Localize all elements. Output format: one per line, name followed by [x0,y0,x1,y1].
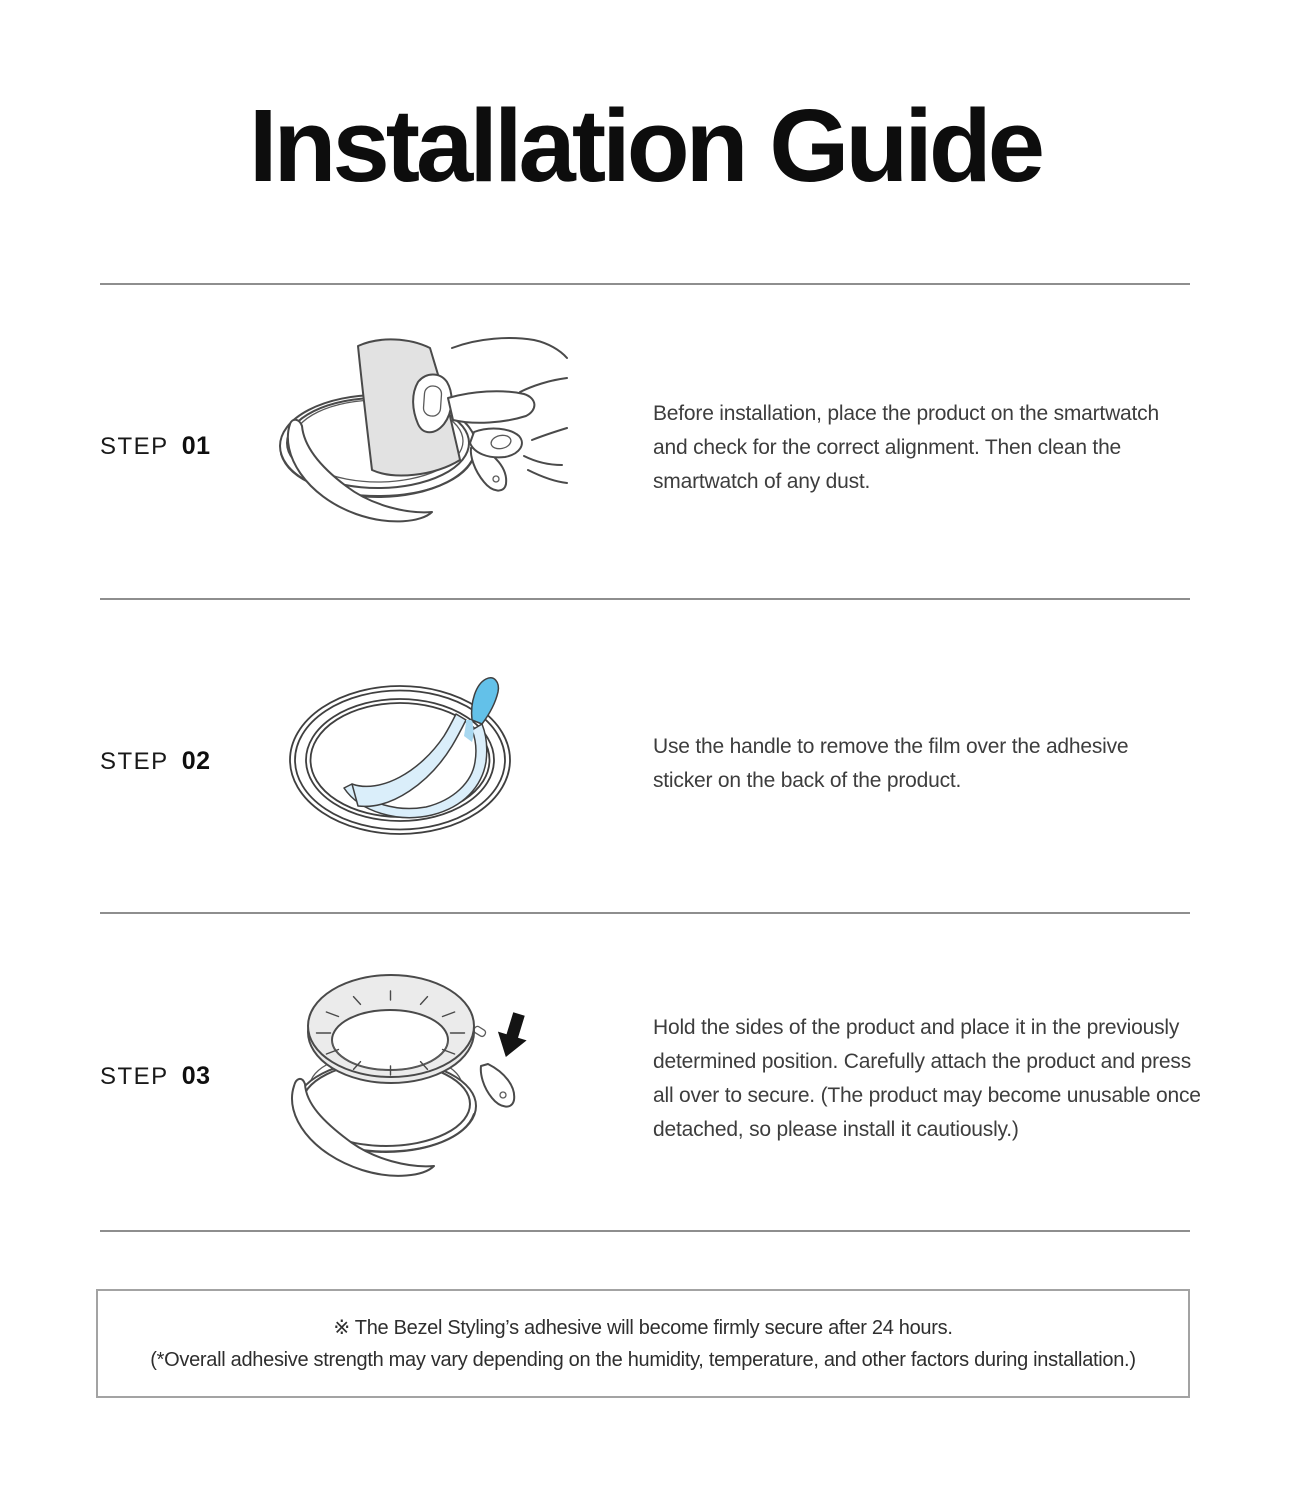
step-3-bezel-placement-illustration [276,968,540,1188]
step-2-word: STEP [100,748,169,775]
step-2-label [100,747,211,776]
divider [100,1230,1190,1232]
step-1-label [100,432,211,461]
step-2-description: Use the handle to remove the film over the adhesive sticker on the back of the product. [653,735,1129,792]
divider [100,598,1190,600]
step-1-number: 01 [181,432,211,460]
down-arrow-icon [491,1010,533,1062]
footer-note-box [96,1289,1190,1398]
page-title: Installation Guide [248,88,1042,203]
divider [100,283,1190,285]
step-1-word: STEP [100,433,169,460]
footer-note-line-1: ※ The Bezel Styling’s adhesive will become firmly secure after 24 hours. [333,1316,953,1339]
step-3-word: STEP [100,1063,169,1090]
step-3-description: Hold the sides of the product and place it in the previously determined position. Carefully attach the product and press all over to secure. (The product may become unusable once detached, so please install it cautiously.) [653,1016,1201,1141]
step-2-number: 02 [181,747,211,775]
footer-note-line-2: (*Overall adhesive strength may vary depending on the humidity, temperature, and other factors during installation.) [150,1348,1136,1371]
step-3-label [100,1062,211,1091]
step-1-hand-cleaning-watch-illustration [278,336,568,548]
film-handle [472,678,499,724]
step-2-film-removal-illustration [286,670,516,850]
step-3-number: 03 [181,1062,211,1090]
step-1-description: Before installation, place the product on the smartwatch and check for the correct alignment. Then clean the smartwatch of any dust. [653,402,1159,493]
divider [100,912,1190,914]
